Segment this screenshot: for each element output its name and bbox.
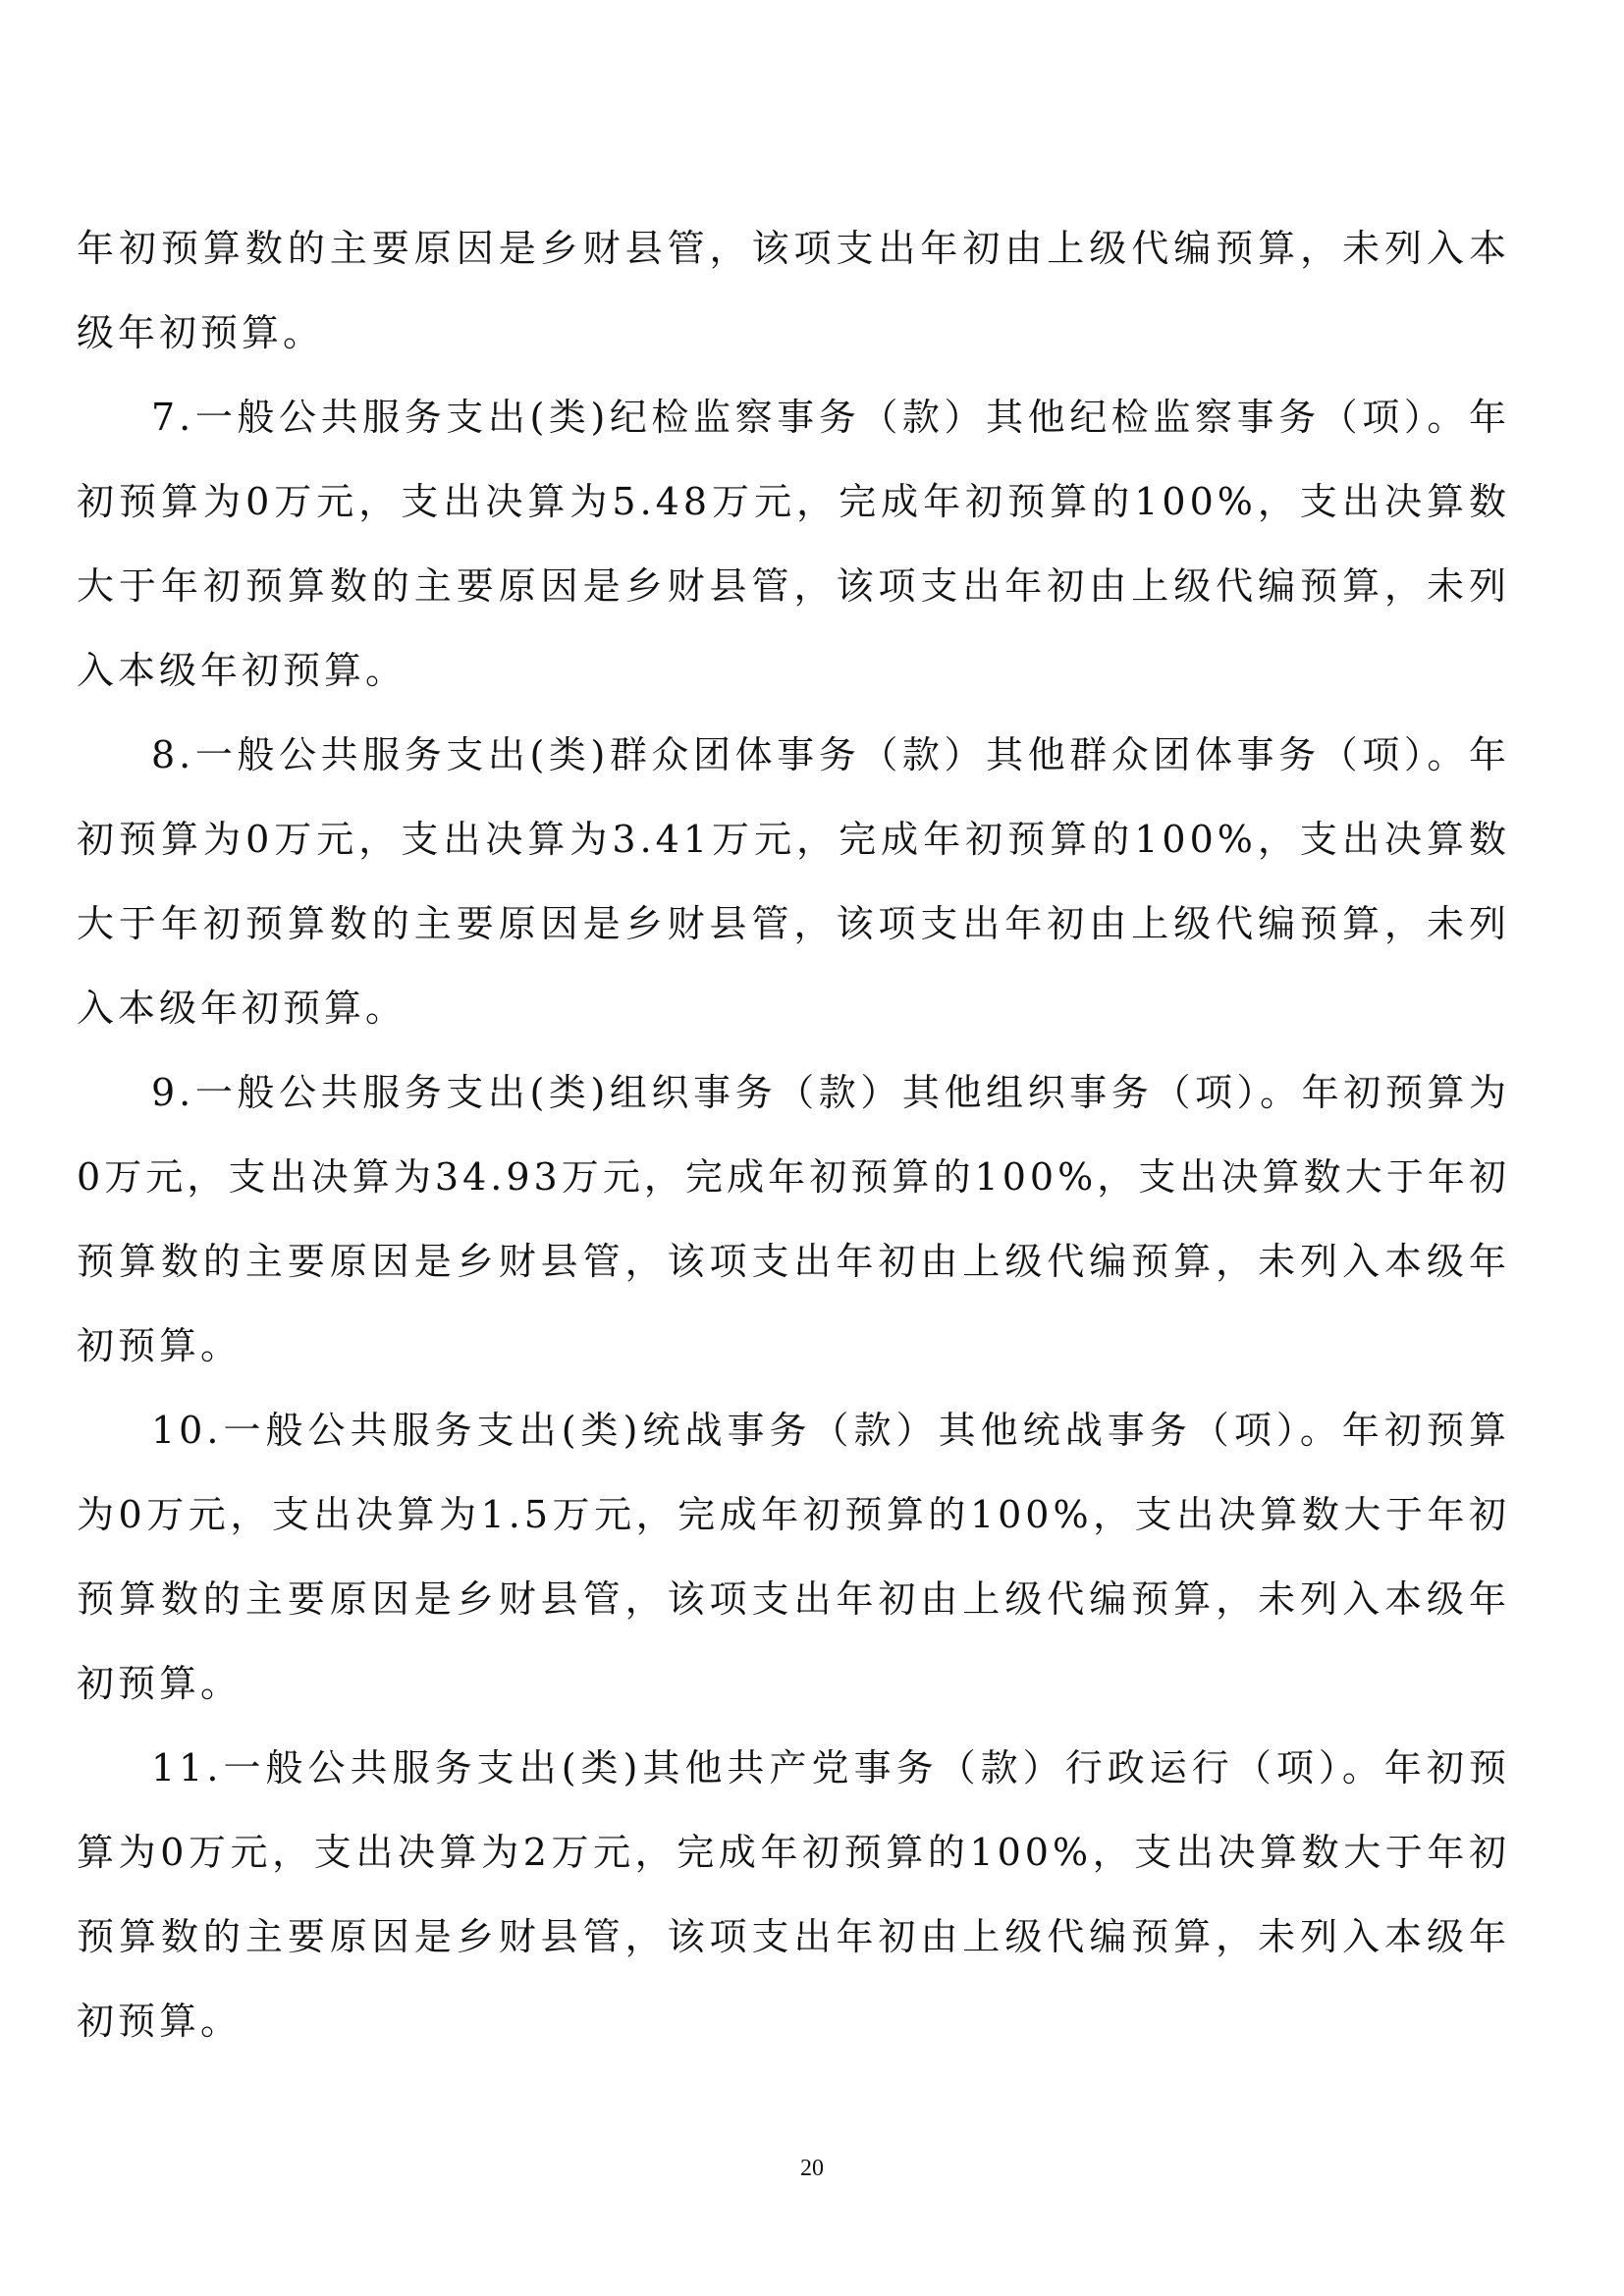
paragraph-item-11: 11.一般公共服务支出(类)其他共产党事务（款）行政运行（项）。年初预算为0万元，支出决算为2万元，完成年初预算的100%，支出决算数大于年初预算数的主要原因是乡财县管，该项支出年初由上级代编预算，未列入本级年初预算。	[77, 1746, 1510, 2043]
paragraph-continuation: 年初预算数的主要原因是乡财县管，该项支出年初由上级代编预算，未列入本级年初预算。	[77, 227, 1510, 354]
paragraph-item-7: 7.一般公共服务支出(类)纪检监察事务（款）其他纪检监察事务（项）。年初预算为0万元，支出决算为5.48万元，完成年初预算的100%，支出决算数大于年初预算数的主要原因是乡财县管，该项支出年初由上级代编预算，未列入本级年初预算。	[77, 396, 1510, 692]
page-number: 20	[800, 2156, 824, 2181]
paragraph-item-10: 10.一般公共服务支出(类)统战事务（款）其他统战事务（项）。年初预算为0万元，支出决算为1.5万元，完成年初预算的100%，支出决算数大于年初预算数的主要原因是乡财县管，该项支出年初由上级代编预算，未列入本级年初预算。	[77, 1409, 1510, 1705]
body-text	[77, 206, 1510, 2063]
paragraph-item-9: 9.一般公共服务支出(类)组织事务（款）其他组织事务（项）。年初预算为0万元，支出决算为34.93万元，完成年初预算的100%，支出决算数大于年初预算数的主要原因是乡财县管，该项支出年初由上级代编预算，未列入本级年初预算。	[77, 1071, 1510, 1367]
paragraph-item-8: 8.一般公共服务支出(类)群众团体事务（款）其他群众团体事务（项）。年初预算为0万元，支出决算为3.41万元，完成年初预算的100%，支出决算数大于年初预算数的主要原因是乡财县管，该项支出年初由上级代编预算，未列入本级年初预算。	[77, 733, 1510, 1030]
